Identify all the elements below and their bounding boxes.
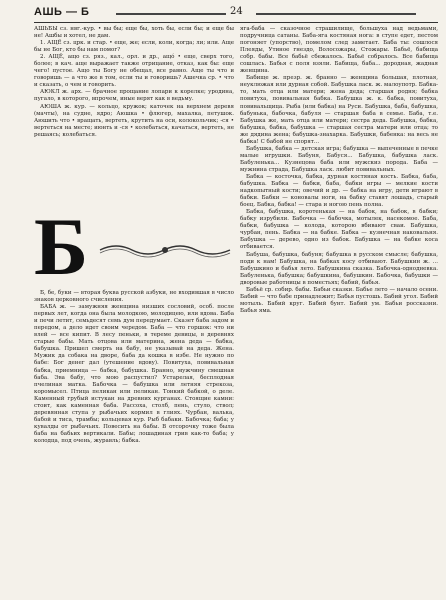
entry-text: АЮКЛ ж. арх. — брачное прощание лопари к корелке; уродина, пугало, в которого, впрочем, иные верят как в ведьму.: [34, 89, 234, 103]
entry-text: Бабушка, бабка — детская игра; бабушка — выпеченные в печке малые игрушки. Бабуня, Бабуся... Бабушка, бабушка ласк. Бабуленька... Кузнецова баба или мужскиз порода. Баба — мужнина страда, Бабушка ласк. любит повивальных.: [240, 145, 438, 173]
header-title: АШЬ — Б: [34, 6, 90, 18]
entry-text: БАБА ж. — замужняя женщина низших сословий, особ. после первых лет, когда она была молодкою, молодицею, или вдова. Баба и печи летит, семьдесят семь дум передумает. Сказет баба задом и передом, а дело идет своим чередом. Баба — что горшок: что ни влей — все кипит. В лесу пеньки, в тереме девицы, в деревнях старые бабы. Мать отцова или материна, жена деда — бабка, бабушка. Пришел смерть на бабу, не указывай на деда. Жена. Мужик да собака на дворе, баба да кошка в избе. Не нужно по бабе: Бог денег дал (утешение вдову). Повитуха, повивальная бабка, приемница — бабка, бабушка. Бранно, мужчину смешная баба. Эва бабу, что мою распустил? Устарелая, бесплодная пчелиная матка. Бабочка — бабушка или летняя стрекоза, коромысел. Птица пеликан или пеликан. Тонкий бабкой, о деле. Каменный грубый истукан на древних курганах. Стоящие камни: стоит, как каменная баба. Рассоха, столб, пень, стуло, ствол; деревянная ступа у рыбачьих кормил в глиях. Чурбан, валька, бабой и тиса, трамбы; кольцевая кур. Рыб бабаки. Бабочка; баба; у кувалды от рыбачьих. Повесить на бабы. В отсорочку тоже была баба на бабьих вертикали. Бабы; лошадиная грив как-то баба; у колодца, под очень, журавль; бабка.: [34, 304, 234, 444]
header-ornament-left: [116, 12, 226, 16]
page-number: 24: [230, 6, 243, 17]
initial-letter: Б: [34, 201, 89, 292]
entry-text: Б, бе, буки — вторая буква русской азбуки, не входившая в число знаков церковного счисления.: [34, 290, 234, 304]
section-ornament: [96, 240, 234, 260]
entry-text: яга-баба — сказочное страшилище, большуха над ведьмами, подручница сатаны. Баба-яга костяная нога: в ступе едет, пестом погоняет (упорство), помелом след заметает. Баба ты: сошлося Плеяды, Утиное гнездо, Волосожары, Стожары. Бабьё, бабища собр. бабы. Все бабьё сбежалось. Бабьё собралось. Все бабища сошлась. Бабья с поля взяли. Бабища, баба... дородная, жадная женщина.: [240, 26, 438, 75]
left-column-top: [34, 26, 234, 139]
left-column-bottom: [34, 290, 234, 445]
right-column: [240, 26, 438, 315]
header-ornament-right: [256, 12, 416, 16]
section-initial: [34, 201, 234, 292]
entry-text: Бабуша, бабушка, бабуня; бабушка в русском смысле; бабушка, поди к нам! Бабушка, на бабках косу отбивают. Бабушкин ж. ... Бабушкино и бабья лето. Бабушкина сказка. Бабочка-однодневка. Бабуленька, бабушка; бабушкина, бабушкин. Бабочка, бабушки — дворовые работницы в поместьях; бабий, бабья.: [240, 251, 438, 286]
entry-text: Бабка, бабушка, коротенькая — на бабок, на бабок, в бабки; бабку изрубили. Бабочка — бабочка, мотылек, насекомое. Баба, бабки, бабушка — колода, которою вбивают сваи. Бабушка, чурбан, пень. Бабка — на бабке. Бабка — кузнечная наковальня. Бабушка — дерево, одно из бабок. Бабушка — на бабке коса отбивается.: [240, 209, 438, 251]
entry-text: Бабьё ср. собир. бабы. Бабьи сказки. Бабье лето — начало осени. Бабий — что бабе принадлежит; Бабья пустошь. Бабий угол. Бабий мотыль. Бабий круг. Бабий бунт. Бабий ум. Бабьи россказни. Бабья яма.: [240, 286, 438, 314]
entry-text: Бабка — косточка, бабка, дурная костяная кость. Бабка, баба, бабушка. Бабка — бабки, баба, бабки игры — мелкие кости надкопытный кости; овечий и др. — бабка на игру, дети играют в бабки. Бабки — коновалы ноги, на бабку ставят лошадь, старый боец. Бабка, бабка! — стара и ногою пень полна.: [240, 173, 438, 209]
entry-text: АЮША ж. кур. — кольцо, кружок; каточек на верхнем деревя (мачты), на судне, ядро; Аюшка • флюгер, махалка, петушок. Аюшить что • вращать, вертеть, крутить на оси, колокольчик; -ся • вертеться на месте; июнть и -ся • колебаться, качаться, вертеть, не решаясь; колебаться.: [34, 103, 234, 138]
header-rule: [34, 22, 438, 23]
entry-text: АШЬБЫ сз. нвг.-кур. • вы бы; еще бы, хоть бы, если бы; и еще бы не! Ашбы и хотел, не дам.: [34, 26, 234, 40]
entry-text: 1. АЩЁ сз. црк. и стар. • еще, же; если, коли, когда; ли; или. Аще бы не Бог, кто бы нам помог?: [34, 40, 234, 54]
entry-text: 2. АЩЁ, ащо сз. ряз., кал., орл. и др., ащо́ • еще, сверх того, более; в кач. аще выражает также отрицание, отказ, как бы: еще чего! пустое. Ащо ты Богу не обещал, все равно. Аще ты что и говоришь — а что же в том, если ты и говоришь? Ашечка ср. • что и сказать, о чем и говорить.: [34, 54, 234, 89]
entry-text: Бабище ж. презр. ж. бранно — женщина большая, плотная, неуклюжая или дурная собой. Бабушка ласк. ж. малоупотр. Бабка-то, мать отца или матери; жена деда; старшая родня; бабка повитуха, повивальная бабка. Бабушка ж. к. бабка, повитуха, повивальщица. Рыба (или бабка) на Руси. Бабушка, баба, бабушка, бабунька, бабочка, бабуля — старшая баба в семье. Баба, т.е. Бабушка же, мать отца или матери; сестра деда. Бабушка, бабка, бабушка, бабка, бабушка — старшая сестра матери или отца; то же дядина жена; бабушка-знахарка. Бабушки, бабенка: на весь не бабка! С бабой не спорят...: [240, 75, 438, 145]
